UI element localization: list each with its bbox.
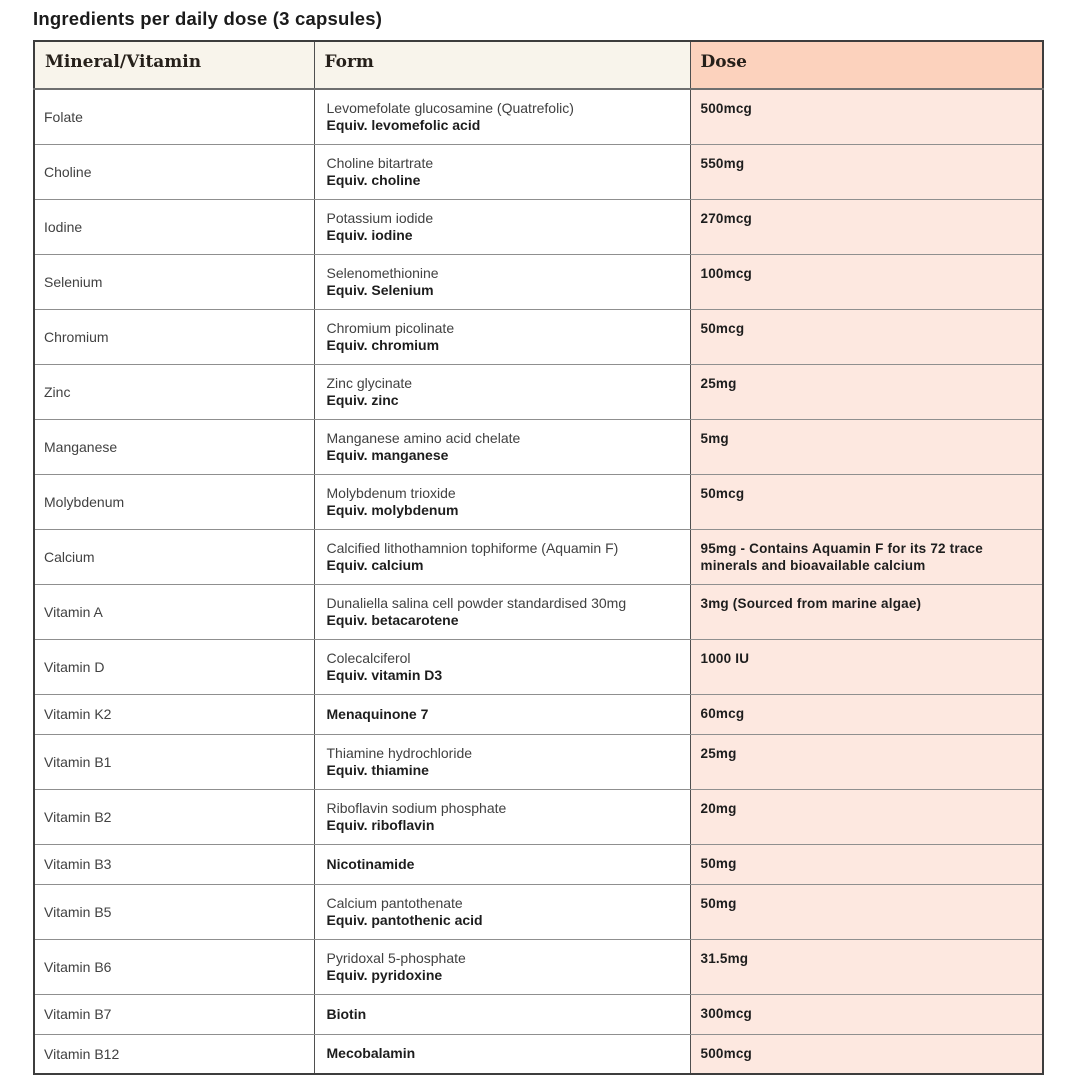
form-cell bbox=[314, 994, 690, 1034]
mineral-cell: Vitamin B12 bbox=[34, 1034, 314, 1074]
column-header-dose: Dose bbox=[690, 41, 1043, 89]
form-cell bbox=[314, 199, 690, 254]
form-name-line: Riboflavin sodium phosphate bbox=[326, 799, 507, 816]
dose-cell: 1000 IU bbox=[690, 639, 1043, 694]
dose-cell: 270mcg bbox=[690, 199, 1043, 254]
form-cell bbox=[314, 844, 690, 884]
form-name-line: Dunaliella salina cell powder standardised 30mg bbox=[326, 594, 627, 611]
dose-cell: 50mcg bbox=[690, 474, 1043, 529]
form-cell bbox=[314, 529, 690, 584]
form-cell bbox=[314, 144, 690, 199]
form-cell bbox=[314, 419, 690, 474]
form-name-line: Levomefolate glucosamine (Quatrefolic) bbox=[326, 99, 574, 116]
form-cell bbox=[314, 639, 690, 694]
table-row bbox=[34, 734, 1043, 789]
dose-cell: 100mcg bbox=[690, 254, 1043, 309]
mineral-cell: Vitamin A bbox=[34, 584, 314, 639]
table-row bbox=[34, 199, 1043, 254]
form-cell bbox=[314, 884, 690, 939]
dose-cell: 500mcg bbox=[690, 1034, 1043, 1074]
table-header bbox=[34, 41, 1043, 89]
form-equiv-line: Menaquinone 7 bbox=[326, 705, 429, 722]
table-row bbox=[34, 789, 1043, 844]
form-name-line: Colecalciferol bbox=[326, 649, 411, 666]
dose-cell: 95mg - Contains Aquamin F for its 72 trace minerals and bioavailable calcium bbox=[690, 529, 1043, 584]
column-header-form: Form bbox=[314, 41, 690, 89]
form-cell bbox=[314, 734, 690, 789]
dose-cell: 500mcg bbox=[690, 89, 1043, 144]
dose-cell: 60mcg bbox=[690, 694, 1043, 734]
mineral-cell: Folate bbox=[34, 89, 314, 144]
form-equiv-line: Biotin bbox=[326, 1005, 367, 1022]
form-equiv-line: Equiv. iodine bbox=[326, 226, 413, 243]
form-equiv-line: Equiv. vitamin D3 bbox=[326, 666, 443, 683]
header-row bbox=[34, 41, 1043, 89]
table-row bbox=[34, 144, 1043, 199]
mineral-cell: Selenium bbox=[34, 254, 314, 309]
mineral-cell: Vitamin B7 bbox=[34, 994, 314, 1034]
table-row bbox=[34, 939, 1043, 994]
mineral-cell: Chromium bbox=[34, 309, 314, 364]
form-equiv-line: Equiv. calcium bbox=[326, 556, 424, 573]
form-equiv-line: Equiv. pantothenic acid bbox=[326, 911, 483, 928]
form-cell bbox=[314, 1034, 690, 1074]
mineral-cell: Calcium bbox=[34, 529, 314, 584]
dose-cell: 25mg bbox=[690, 364, 1043, 419]
form-cell bbox=[314, 309, 690, 364]
table-row bbox=[34, 529, 1043, 584]
form-cell bbox=[314, 584, 690, 639]
form-name-line: Zinc glycinate bbox=[326, 374, 413, 391]
form-equiv-line: Equiv. betacarotene bbox=[326, 611, 459, 628]
table-row bbox=[34, 584, 1043, 639]
dose-cell: 50mg bbox=[690, 844, 1043, 884]
table-row bbox=[34, 309, 1043, 364]
dose-cell: 31.5mg bbox=[690, 939, 1043, 994]
form-equiv-line: Mecobalamin bbox=[326, 1045, 416, 1062]
column-header-mineral-vitamin: Mineral/Vitamin bbox=[34, 41, 314, 89]
mineral-cell: Vitamin B5 bbox=[34, 884, 314, 939]
form-equiv-line: Equiv. riboflavin bbox=[326, 816, 435, 833]
form-equiv-line: Equiv. molybdenum bbox=[326, 501, 459, 518]
form-equiv-line: Equiv. choline bbox=[326, 171, 421, 188]
form-name-line: Calcified lithothamnion tophiforme (Aquamin F) bbox=[326, 539, 619, 556]
form-equiv-line: Equiv. zinc bbox=[326, 391, 399, 408]
mineral-cell: Manganese bbox=[34, 419, 314, 474]
table-row bbox=[34, 89, 1043, 144]
form-name-line: Potassium iodide bbox=[326, 209, 434, 226]
mineral-cell: Choline bbox=[34, 144, 314, 199]
dose-cell: 25mg bbox=[690, 734, 1043, 789]
form-cell bbox=[314, 474, 690, 529]
mineral-cell: Vitamin D bbox=[34, 639, 314, 694]
form-equiv-line: Equiv. pyridoxine bbox=[326, 966, 443, 983]
form-cell bbox=[314, 254, 690, 309]
dose-cell: 20mg bbox=[690, 789, 1043, 844]
table-row bbox=[34, 1034, 1043, 1074]
form-name-line: Thiamine hydrochloride bbox=[326, 744, 473, 761]
table-row bbox=[34, 474, 1043, 529]
mineral-cell: Vitamin B3 bbox=[34, 844, 314, 884]
form-equiv-line: Equiv. thiamine bbox=[326, 761, 429, 778]
mineral-cell: Iodine bbox=[34, 199, 314, 254]
mineral-cell: Vitamin B6 bbox=[34, 939, 314, 994]
dose-cell: 5mg bbox=[690, 419, 1043, 474]
table-row bbox=[34, 884, 1043, 939]
ingredients-table bbox=[33, 40, 1044, 1075]
form-equiv-line: Nicotinamide bbox=[326, 855, 415, 872]
dose-cell: 50mg bbox=[690, 884, 1043, 939]
form-equiv-line: Equiv. manganese bbox=[326, 446, 449, 463]
form-name-line: Selenomethionine bbox=[326, 264, 439, 281]
table-row bbox=[34, 254, 1043, 309]
page-title: Ingredients per daily dose (3 capsules) bbox=[33, 8, 383, 29]
form-cell bbox=[314, 89, 690, 144]
table-row bbox=[34, 419, 1043, 474]
form-cell bbox=[314, 364, 690, 419]
mineral-cell: Vitamin B2 bbox=[34, 789, 314, 844]
form-cell bbox=[314, 694, 690, 734]
form-cell bbox=[314, 789, 690, 844]
form-equiv-line: Equiv. Selenium bbox=[326, 281, 434, 298]
table-row bbox=[34, 994, 1043, 1034]
dose-cell: 300mcg bbox=[690, 994, 1043, 1034]
dose-cell: 50mcg bbox=[690, 309, 1043, 364]
table-body bbox=[34, 89, 1043, 1074]
form-name-line: Choline bitartrate bbox=[326, 154, 434, 171]
form-name-line: Calcium pantothenate bbox=[326, 894, 463, 911]
table-row bbox=[34, 639, 1043, 694]
mineral-cell: Vitamin B1 bbox=[34, 734, 314, 789]
form-equiv-line: Equiv. chromium bbox=[326, 336, 440, 353]
form-cell bbox=[314, 939, 690, 994]
table-row bbox=[34, 694, 1043, 734]
dose-cell: 550mg bbox=[690, 144, 1043, 199]
dose-cell: 3mg (Sourced from marine algae) bbox=[690, 584, 1043, 639]
mineral-cell: Zinc bbox=[34, 364, 314, 419]
form-name-line: Molybdenum trioxide bbox=[326, 484, 456, 501]
form-name-line: Chromium picolinate bbox=[326, 319, 455, 336]
form-name-line: Manganese amino acid chelate bbox=[326, 429, 521, 446]
form-equiv-line: Equiv. levomefolic acid bbox=[326, 116, 481, 133]
table-row bbox=[34, 844, 1043, 884]
table-row bbox=[34, 364, 1043, 419]
form-name-line: Pyridoxal 5-phosphate bbox=[326, 949, 466, 966]
mineral-cell: Vitamin K2 bbox=[34, 694, 314, 734]
mineral-cell: Molybdenum bbox=[34, 474, 314, 529]
